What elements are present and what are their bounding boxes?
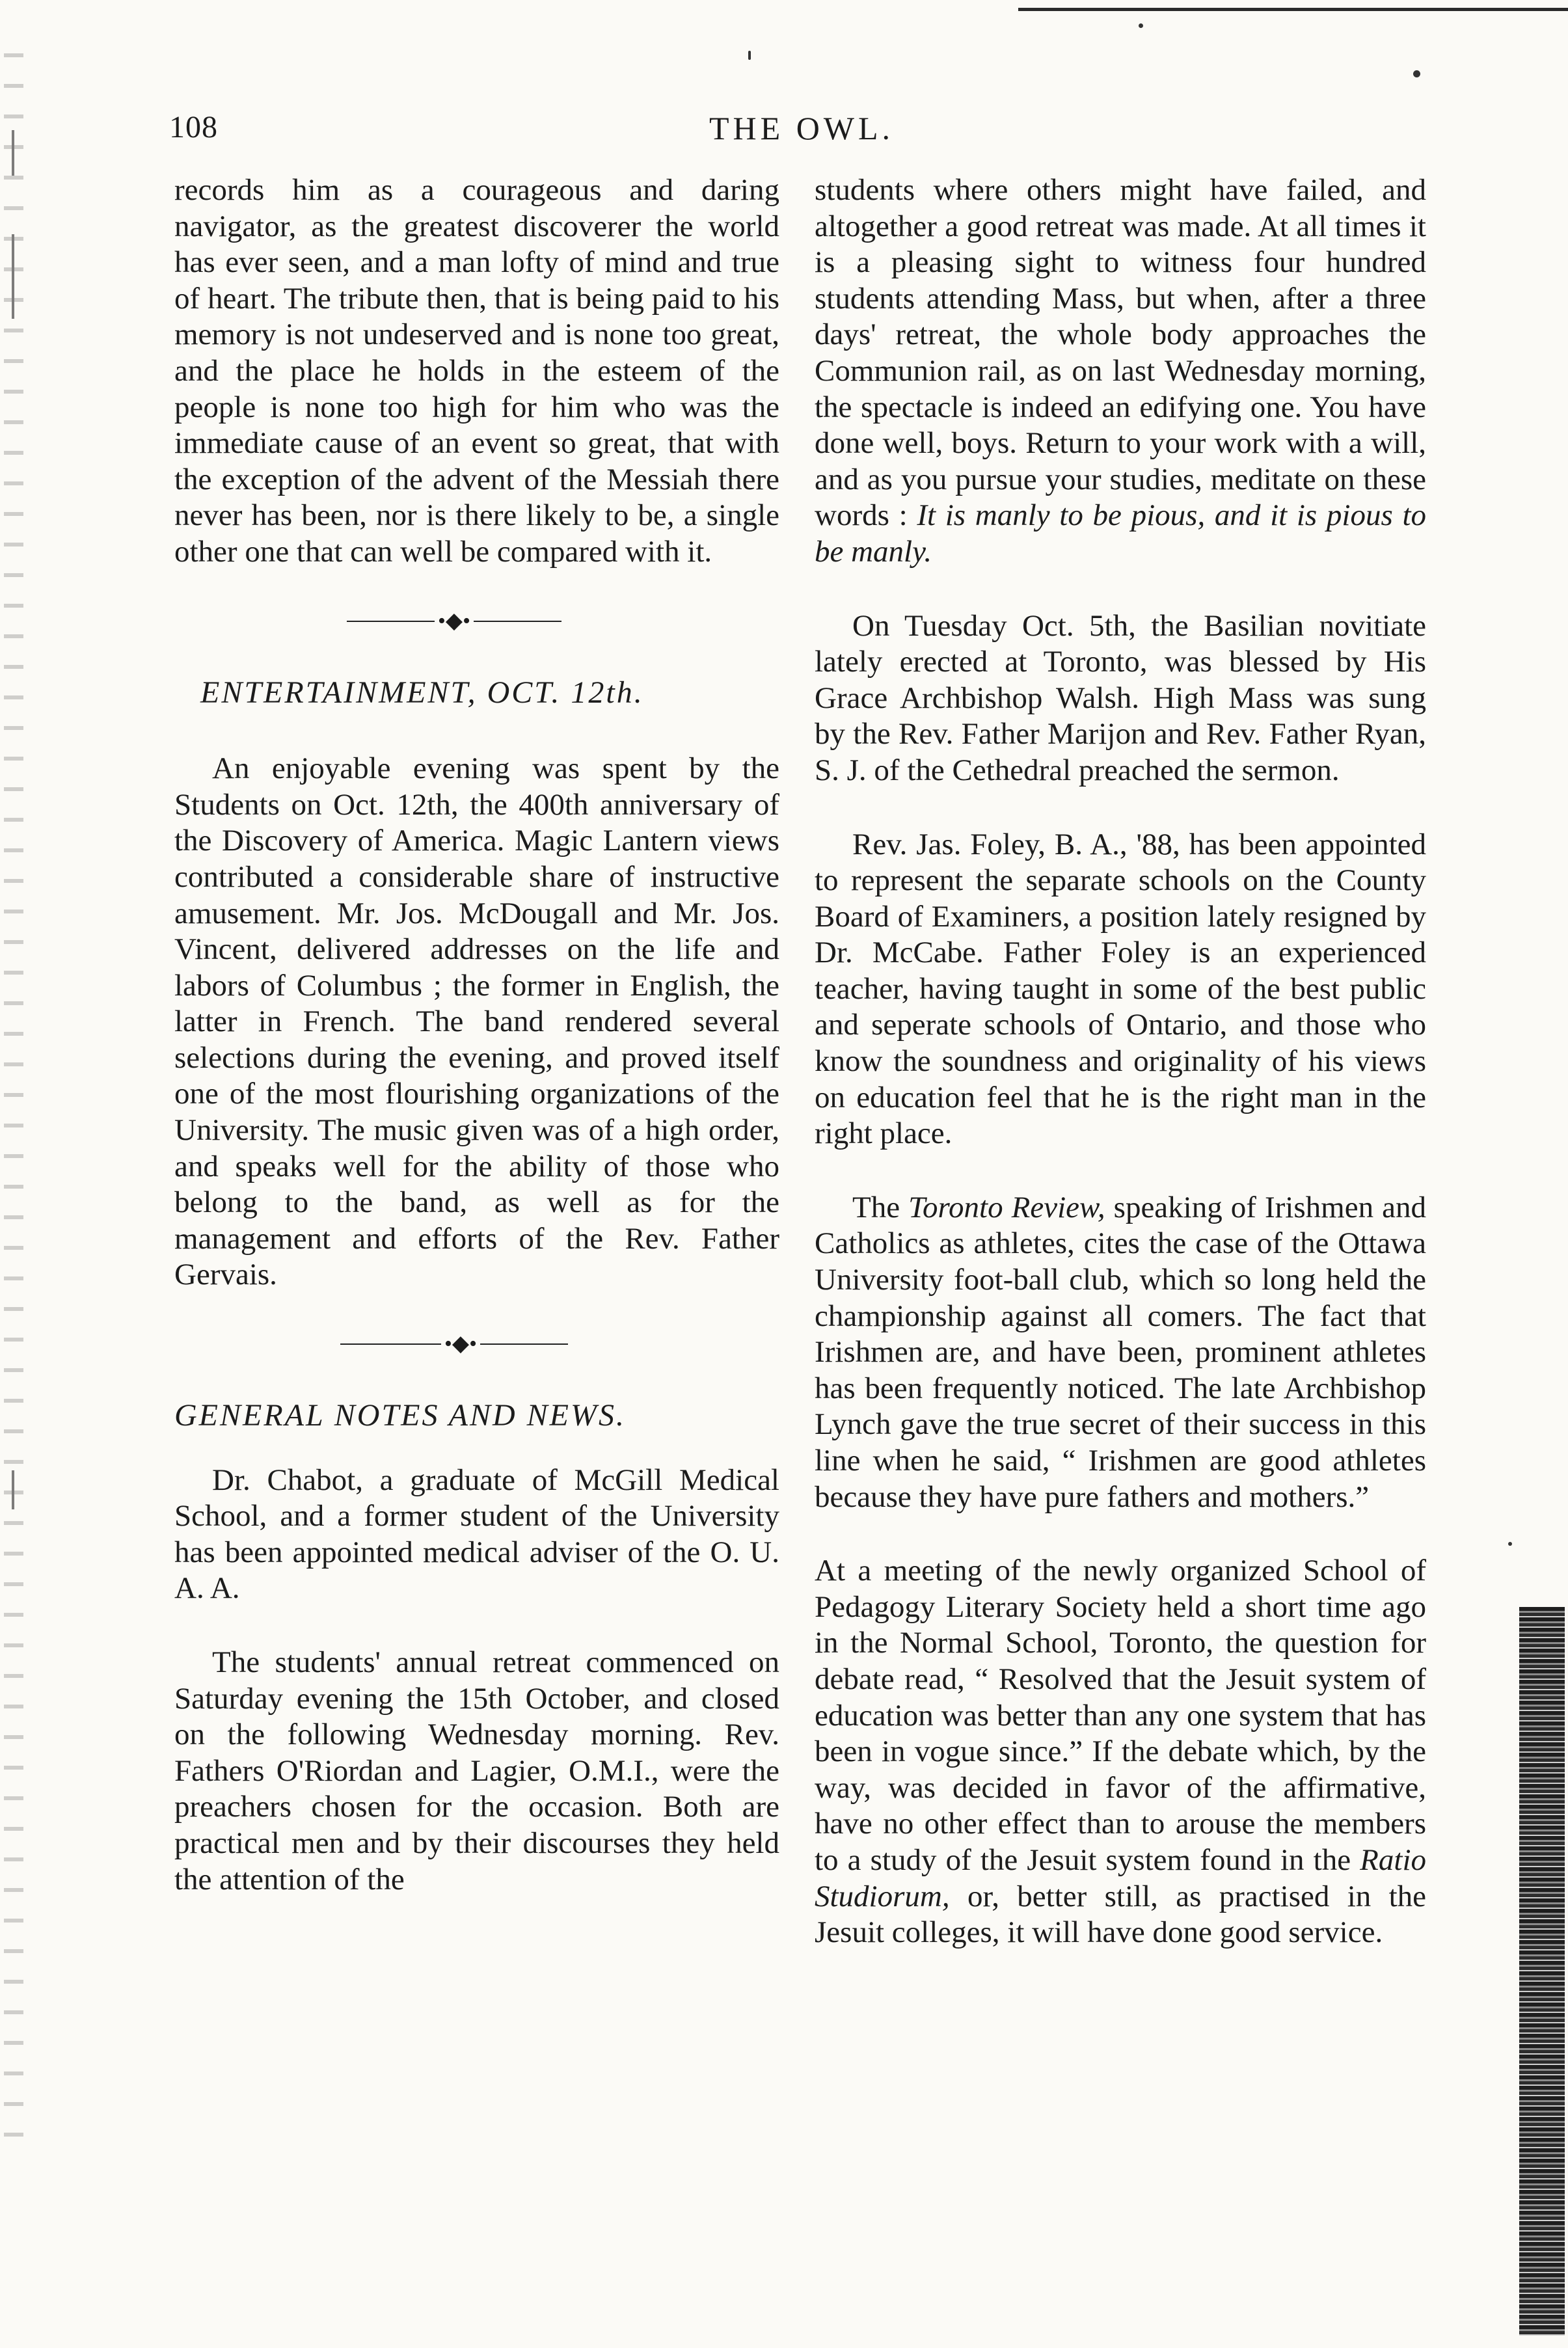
pedagogy-body: At a meeting of the newly organized School of Pedagogy Literary Society held a short time ago in the Normal School, Toronto, the question for debate read, “ Resolved that the Jesuit system of education was better than any one system that has been in vogue since.” If the debate which, by the way, was decided in favor of the affirmative, have no other effect than to arouse the members to a study of the Jesuit system found in the (815, 1554, 1426, 1877)
heading-general-notes: GENERAL NOTES AND NEWS. (174, 1398, 626, 1433)
retreat-continued-text: students where others might have failed, and altogether a good retreat was made. At all times it is a pleasing sight to witness four hundred students attending Mass, but when, after a three days' retreat, the whole body approaches the Communion rail, as on last Wednesday morning, the spectacle is indeed an edifying one. You have done well, boys. Return to your work with a will, and as you pursue your studies, meditate on these words : (815, 173, 1426, 533)
review-lead: The (852, 1190, 900, 1224)
review-body: speaking of Irishmen and Catholics as athletes, cites the case of the Ottawa University foot-ball club, which so long held the championship against all comers. The fact that Irishmen are, and have been, prominent athletes has been frequently noticed. The late Archbishop Lynch gave the true secret of their success in this line when he said, “ Irishmen are good athletes because they have pure fathers and mothers.” (815, 1190, 1426, 1514)
retreat-continued-paragraph (815, 172, 1426, 571)
right-column (815, 172, 1426, 1951)
chabot-paragraph: Dr. Chabot, a graduate of McGill Medical School, and a former student of the University has been appointed medical adviser of the O. U. A. A. (174, 1463, 779, 1606)
divider-line (347, 621, 435, 622)
ink-speck (1413, 70, 1420, 77)
heading-entertainment: ENTERTAINMENT, OCT. 12th. (200, 675, 644, 710)
top-edge-rule (1018, 8, 1568, 11)
journal-title: THE OWL. (709, 110, 895, 146)
ratio-studiorum-title: Ratio Studiorum, (815, 1842, 1426, 1913)
divider-ornament: •◆• (444, 1332, 477, 1356)
retreat-quote: It is manly to be pious, and it is pious to be manly. (815, 498, 1426, 569)
novitiate-paragraph: On Tuesday Oct. 5th, the Basilian novitiate lately erected at Toronto, was blessed by His Grace Archbishop Walsh. High Mass was sung by the Rev. Father Marijon and Rev. Father Ryan, S. J. of the Cethedral preached the sermon. (815, 608, 1426, 787)
right-scan-edge (1519, 1607, 1565, 2336)
columbus-conclusion-paragraph: records him as a courageous and daring navigator, as the greatest discoverer the world has ever seen, and a man lofty of mind and true of heart. The tribute then, that is being paid to his memory is not undeserved and is none too great, and the place he holds in the esteem of the people is none too high for him who was the immediate cause of an event so great, that with the exception of the advent of the Messiah there never has been, nor is there likely to be, a single other one that can well be compared with it. (174, 173, 779, 569)
section-divider (174, 608, 779, 634)
pedagogy-paragraph (815, 1553, 1426, 1951)
ink-speck (1508, 1542, 1512, 1546)
review-publication-title: Toronto Review, (908, 1190, 1105, 1224)
foley-paragraph: Rev. Jas. Foley, B. A., '88, has been appointed to represent the separate schools on the County Board of Examiners, a position lately resigned by Dr. McCabe. Father Foley is an experienced teacher, having taught in some of the best public and seperate schools of Ontario, and those who know the soundness and originality of his views on education feel that he is the right man in the right place. (815, 827, 1426, 1151)
entertainment-paragraph: An enjoyable evening was spent by the Students on Oct. 12th, the 400th anniversary of the Discovery of America. Magic Lantern views contributed a considerable share of instructive amusement. Mr. Jos. McDougall and Mr. Jos. Vincent, delivered addresses on the life and labors of Columbus ; the former in English, the latter in French. The band rendered several selections during the evening, and proved itself one of the most flourishing organizations of the University. The music given was of a high order, and speaks well for the ability of those who belong to the band, as well as for the management and efforts of the Rev. Father Gervais. (174, 751, 779, 1292)
divider-ornament: •◆• (438, 608, 470, 633)
ink-speck (748, 51, 751, 60)
ink-speck (1139, 23, 1143, 28)
page-number: 108 (169, 110, 218, 144)
left-column (174, 172, 779, 1898)
binding-mark (12, 1470, 14, 1509)
binding-mark (12, 130, 14, 176)
section-divider (174, 1331, 779, 1357)
retreat-paragraph: The students' annual retreat commenced on Saturday evening the 15th October, and closed on the following Wednesday morning. Rev. Fathers O'Riordan and Lagier, O.M.I., were the preachers chosen for the occasion. Both are practical men and by their discourses they held the attention of the (174, 1645, 779, 1896)
divider-line (480, 1343, 568, 1345)
toronto-review-paragraph (815, 1190, 1426, 1515)
page-header (169, 109, 1542, 155)
divider-line (474, 621, 561, 622)
divider-line (340, 1343, 441, 1345)
binding-mark (12, 234, 14, 319)
pedagogy-ending: or, better still, as practised in the Jesuit colleges, it will have done good service. (815, 1879, 1426, 1950)
left-scan-edge (4, 39, 23, 2153)
